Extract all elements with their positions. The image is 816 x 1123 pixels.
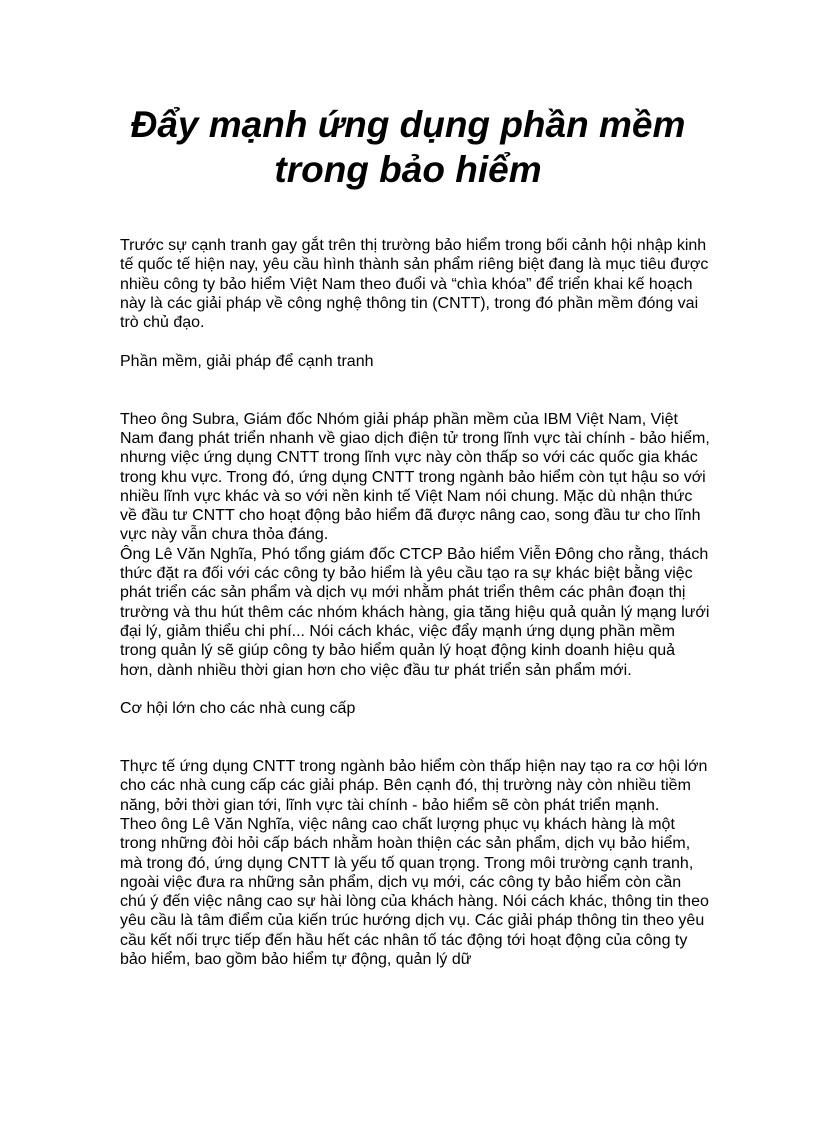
document-title: Đẩy mạnh ứng dụng phần mềm trong bảo hiểm [130, 104, 686, 190]
intro-paragraph: Trước sự cạnh tranh gay gắt trên thị trường bảo hiểm trong bối cảnh hội nhập kinh tế quốc tế hiện nay, yêu cầu hình thành sản phẩm riêng biệt đang là mục tiêu được nhiều công ty bảo hiểm Việt Nam theo đuổi và “chìa khóa” để triển khai kế hoạch này là các giải pháp về công nghệ thông tin (CNTT), trong đó phần mềm đóng vai trò chủ đạo. [120, 237, 709, 332]
body-paragraph: Theo ông Lê Văn Nghĩa, việc nâng cao chất lượng phục vụ khách hàng là một trong những đòi hỏi cấp bách nhằm hoàn thiện các sản phẩm, dịch vụ bảo hiểm, mà trong đó, ứng dụng CNTT là yếu tố quan trọng. Trong môi trường cạnh tranh, ngoài việc đưa ra những sản phẩm, dịch vụ mới, các công ty bảo hiểm còn cần chú ý đến việc nâng cao sự hài lòng của khách hàng. Nói cách khác, thông tin theo yêu cầu là tâm điểm của kiến trúc hướng dịch vụ. Các giải pháp thông tin theo yêu cầu kết nối trực tiếp đến hầu hết các nhân tố tác động tới hoạt động của công ty bảo hiểm, bao gồm bảo hiểm tự động, quản lý dữ [120, 815, 709, 968]
body-paragraph: Theo ông Subra, Giám đốc Nhóm giải pháp phần mềm của IBM Việt Nam, Việt Nam đang phát triển nhanh về giao dịch điện tử trong lĩnh vực tài chính - bảo hiểm, nhưng việc ứng dụng CNTT trong lĩnh vực này còn thấp so với các quốc gia khác trong khu vực. Trong đó, ứng dụng CNTT trong ngành bảo hiểm còn tụt hậu so với nhiều lĩnh vực khác và so với nền kinh tế Việt Nam nói chung. Mặc dù nhận thức về đầu tư CNTT cho hoạt động bảo hiểm đã được nâng cao, song đầu tư cho lĩnh vực này vẫn chưa thỏa đáng. [120, 410, 710, 544]
section-heading-opportunity: Cơ hội lớn cho các nhà cung cấp [120, 700, 356, 718]
body-paragraph: Thực tế ứng dụng CNTT trong ngành bảo hiểm còn thấp hiện nay tạo ra cơ hội lớn cho các nhà cung cấp các giải pháp. Bên cạnh đó, thị trường này còn nhiều tiềm năng, bởi thời gian tới, lĩnh vực tài chính - bảo hiểm sẽ còn phát triển mạnh. [120, 758, 708, 814]
body-paragraph: Ông Lê Văn Nghĩa, Phó tổng giám đốc CTCP Bảo hiểm Viễn Đông cho rằng, thách thức đặt ra đối với các công ty bảo hiểm là yêu cầu tạo ra sự khác biệt bằng việc phát triển các sản phẩm và dịch vụ mới nhằm phát triển thêm các phân đoạn thị trường và thu hút thêm các nhóm khách hàng, gia tăng hiệu quả quản lý mạng lưới đại lý, giảm thiểu chi phí... Nói cách khác, việc đẩy mạnh ứng dụng phần mềm trong quản lý sẽ giúp công ty bảo hiểm quản lý hoạt động kinh doanh hiệu quả hơn, dành nhiều thời gian hơn cho việc đầu tư phát triển sản phẩm mới. [120, 545, 710, 679]
section-heading-software: Phần mềm, giải pháp để cạnh tranh [120, 352, 374, 370]
document-body [120, 236, 710, 969]
